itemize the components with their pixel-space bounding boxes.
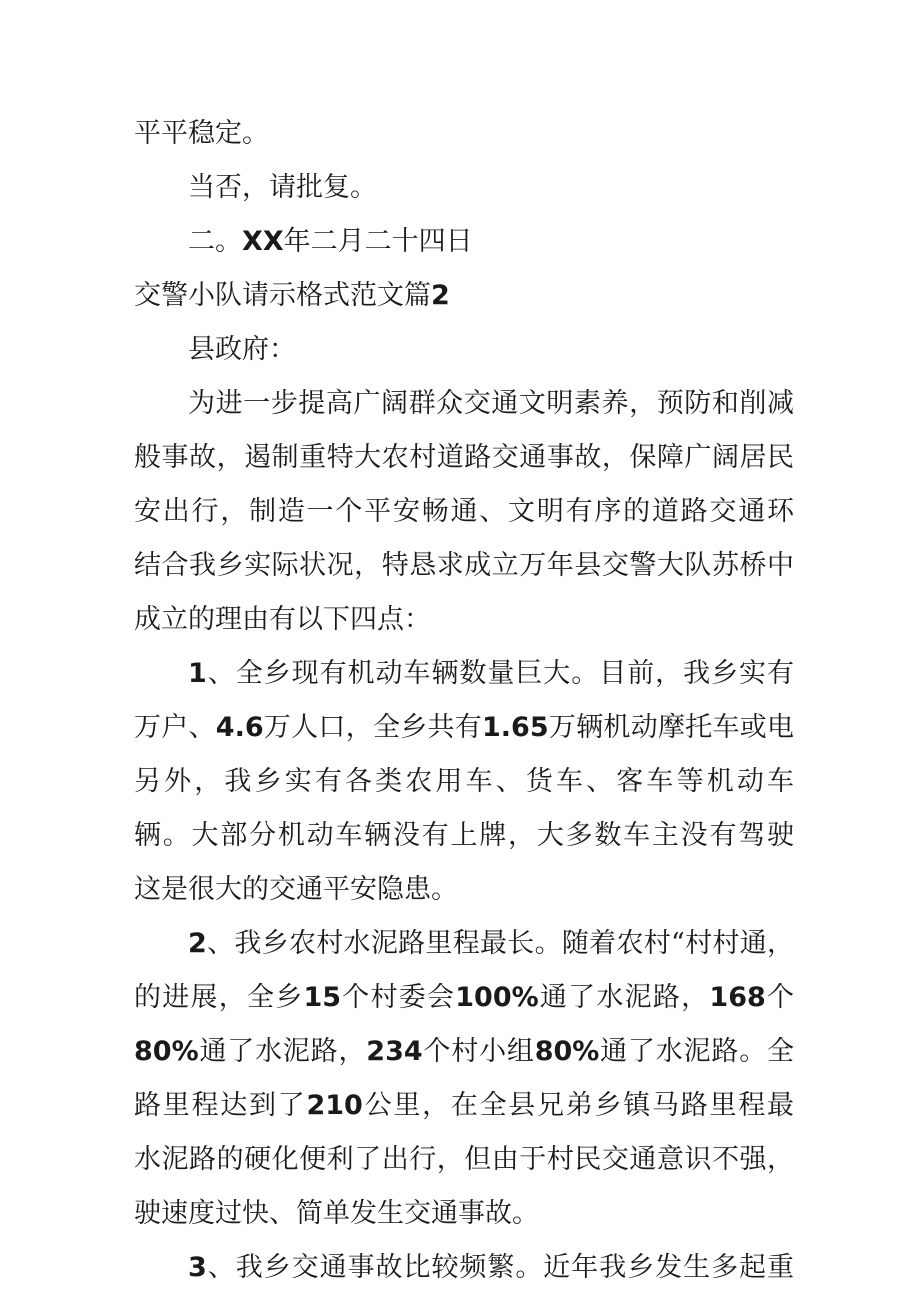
- text-line: 安出行，制造一个平安畅通、文明有序的道路交通环: [134, 496, 794, 527]
- text-line: 1、全乡现有机动车辆数量巨大。目前，我乡实有: [188, 658, 794, 689]
- text-line: 交警小队请示格式范文篇2: [134, 280, 450, 311]
- text-line: 3、我乡交通事故比较频繁。近年我乡发生多起重: [188, 1252, 794, 1283]
- text-line: 水泥路的硬化便利了出行，但由于村民交通意识不强，: [134, 1144, 794, 1175]
- text-line: 二。XX年二月二十四日: [188, 226, 473, 257]
- text-line: 这是很大的交通平安隐患。: [134, 874, 458, 905]
- text-line: 辆。大部分机动车辆没有上牌，大多数车主没有驾驶: [134, 820, 794, 851]
- text-line: 2、我乡农村水泥路里程最长。随着农村“村村通，: [188, 928, 794, 959]
- text-line: 的进展，全乡15个村委会100%通了水泥路，168个: [134, 982, 794, 1013]
- text-line: 为进一步提高广阔群众交通文明素养，预防和削减: [188, 388, 794, 419]
- text-line: 成立的理由有以下四点：: [134, 604, 431, 635]
- text-line: 80%通了水泥路，234个村小组80%通了水泥路。全: [134, 1036, 794, 1067]
- text-line: 驶速度过快、简单发生交通事故。: [134, 1198, 539, 1229]
- text-line: 另外，我乡实有各类农用车、货车、客车等机动车: [134, 766, 794, 797]
- text-line: 结合我乡实际状况，特恳求成立万年县交警大队苏桥中: [134, 550, 794, 581]
- text-line: 当否，请批复。: [188, 172, 377, 203]
- document-body: [134, 107, 794, 1295]
- text-line: 县政府：: [188, 334, 296, 365]
- text-line: 平平稳定。: [134, 118, 269, 149]
- text-line: 万户、4.6万人口，全乡共有1.65万辆机动摩托车或电: [134, 712, 794, 743]
- text-line: 般事故，遏制重特大农村道路交通事故，保障广阔居民: [134, 442, 794, 473]
- text-line: 路里程达到了210公里，在全县兄弟乡镇马路里程最: [134, 1090, 794, 1121]
